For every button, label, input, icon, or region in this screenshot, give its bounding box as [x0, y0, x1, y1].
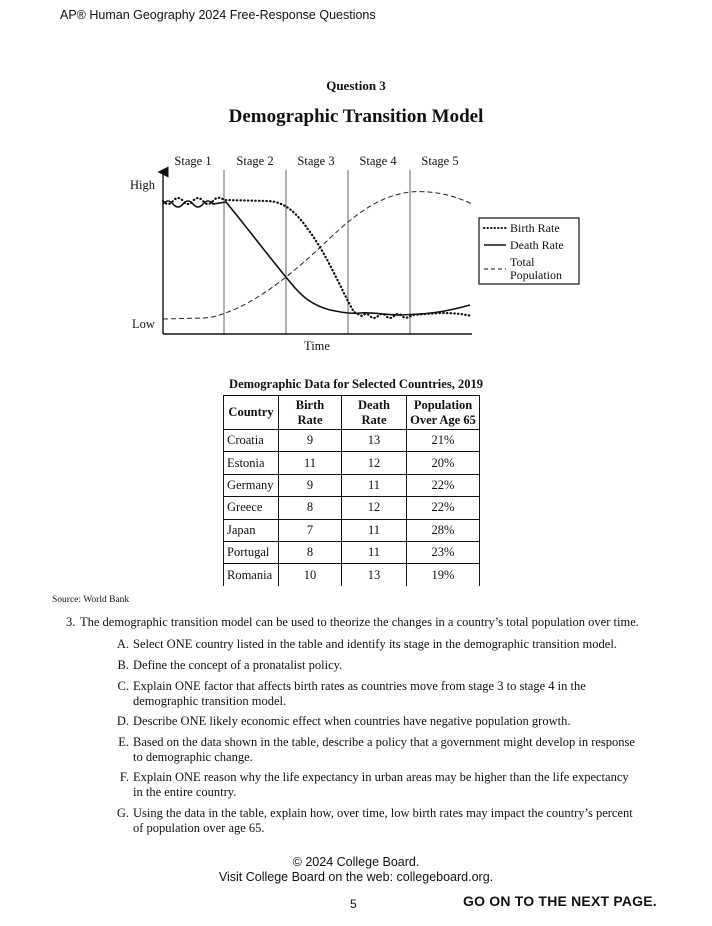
part-text: in the entire country.: [133, 784, 237, 799]
copyright: © 2024 College Board.: [292, 855, 420, 869]
legend-total-label: Population: [510, 268, 563, 282]
part-text: Explain ONE factor that affects birth rates as countries move from stage 3 to stage 4 in the: [133, 679, 586, 693]
birth-rate-cell: 11: [279, 452, 342, 474]
diagram-title: Demographic Transition Model: [228, 106, 484, 127]
part-letter: F.: [119, 770, 129, 784]
country-cell: Germany: [224, 474, 279, 496]
table-row: [224, 430, 480, 452]
part-text: Based on the data shown in the table, describe a policy that a government might develop in response: [133, 735, 635, 749]
death-rate-cell: 11: [342, 519, 407, 541]
part-text: Explain ONE reason why the life expectancy in urban areas may be higher than the life expectancy: [133, 770, 629, 784]
part-text: Describe ONE likely economic effect when countries have negative population growth.: [133, 714, 571, 728]
table-row: [224, 541, 480, 563]
birth-rate-cell: 9: [279, 474, 342, 496]
page-header: AP® Human Geography 2024 Free-Response Questions: [60, 8, 376, 22]
question-part: [117, 658, 663, 673]
pop65-cell: 22%: [407, 497, 480, 519]
birth-rate-curve: [163, 198, 472, 318]
table-row: [224, 519, 480, 541]
part-letter: C.: [117, 679, 129, 693]
question-part: [117, 679, 663, 708]
part-letter: D.: [116, 714, 129, 728]
question-number: 3.: [66, 615, 76, 629]
part-text: of population over age 65.: [133, 820, 265, 835]
table-row: [224, 452, 480, 474]
legend-birth-label: Birth Rate: [510, 221, 560, 235]
question-part: [119, 770, 663, 799]
stage-label: Stage 1: [174, 154, 212, 168]
pop65-cell: 21%: [407, 430, 480, 452]
stage-label: Stage 4: [359, 154, 397, 168]
part-text: demographic transition model.: [133, 693, 287, 708]
birth-rate-cell: 10: [279, 564, 342, 586]
stage-label: Stage 3: [297, 154, 335, 168]
table-row: [224, 564, 480, 586]
birth-rate-cell: 7: [279, 519, 342, 541]
birth-rate-cell: 9: [279, 430, 342, 452]
country-cell: Croatia: [224, 430, 279, 452]
table-source: Source: World Bank: [52, 595, 130, 605]
page-number: 5: [350, 897, 357, 911]
death-rate-curve: [163, 201, 470, 315]
part-text: Select ONE country listed in the table and identify its stage in the demographic transition model.: [133, 637, 617, 651]
question-stem: [66, 615, 686, 630]
birth-rate-cell: 8: [279, 541, 342, 563]
total-population-curve: [163, 192, 472, 319]
stage-label: Stage 2: [236, 154, 274, 168]
stage-label: Stage 5: [421, 154, 459, 168]
pop65-cell: 23%: [407, 541, 480, 563]
y-high-label: High: [130, 178, 155, 192]
pop65-cell: 28%: [407, 519, 480, 541]
part-letter: B.: [117, 658, 129, 672]
country-cell: Japan: [224, 519, 279, 541]
table-title: Demographic Data for Selected Countries, 2019: [229, 377, 483, 391]
table-header-row: [224, 396, 480, 430]
question-part: [116, 806, 663, 835]
death-rate-cell: 11: [342, 474, 407, 496]
table-row: [224, 474, 480, 496]
question-label: Question 3: [326, 78, 386, 93]
question-part: [118, 735, 663, 764]
part-letter: E.: [118, 735, 129, 749]
legend-death-label: Death Rate: [510, 238, 564, 252]
death-rate-cell: 12: [342, 452, 407, 474]
demographic-data-table: [223, 395, 480, 586]
death-rate-cell: 12: [342, 497, 407, 519]
pop65-cell: 20%: [407, 452, 480, 474]
birth-rate-cell: 8: [279, 497, 342, 519]
demographic-transition-diagram: [0, 140, 712, 370]
visit-line: Visit College Board on the web: collegeboard.org.: [218, 870, 494, 884]
pop65-cell: 19%: [407, 564, 480, 586]
country-cell: Portugal: [224, 541, 279, 563]
part-letter: G.: [116, 806, 129, 820]
question-stem-text: The demographic transition model can be used to theorize the changes in a country’s total population over time.: [80, 615, 639, 629]
question-part: [116, 637, 663, 652]
table-row: [224, 497, 480, 519]
death-rate-cell: 11: [342, 541, 407, 563]
column-header: [407, 396, 480, 430]
column-header-line: Over Age 65: [410, 412, 476, 427]
column-header: Country: [224, 396, 279, 430]
country-cell: Greece: [224, 497, 279, 519]
question-part: [116, 714, 663, 729]
legend-total-label: Total: [510, 255, 535, 269]
country-cell: Estonia: [224, 452, 279, 474]
death-rate-cell: 13: [342, 564, 407, 586]
column-header-line: Population: [413, 397, 473, 412]
x-axis-label: Time: [304, 339, 330, 353]
part-letter: A.: [116, 637, 129, 651]
y-low-label: Low: [132, 317, 155, 331]
part-text: Define the concept of a pronatalist policy.: [133, 658, 343, 672]
column-header: Death Rate: [342, 396, 407, 430]
part-text: Using the data in the table, explain how, over time, low birth rates may impact the country’s percent: [133, 806, 633, 820]
part-text: to demographic change.: [133, 749, 253, 764]
next-page-notice: GO ON TO THE NEXT PAGE.: [463, 893, 657, 909]
country-cell: Romania: [224, 564, 279, 586]
column-header: Birth Rate: [279, 396, 342, 430]
pop65-cell: 22%: [407, 474, 480, 496]
death-rate-cell: 13: [342, 430, 407, 452]
